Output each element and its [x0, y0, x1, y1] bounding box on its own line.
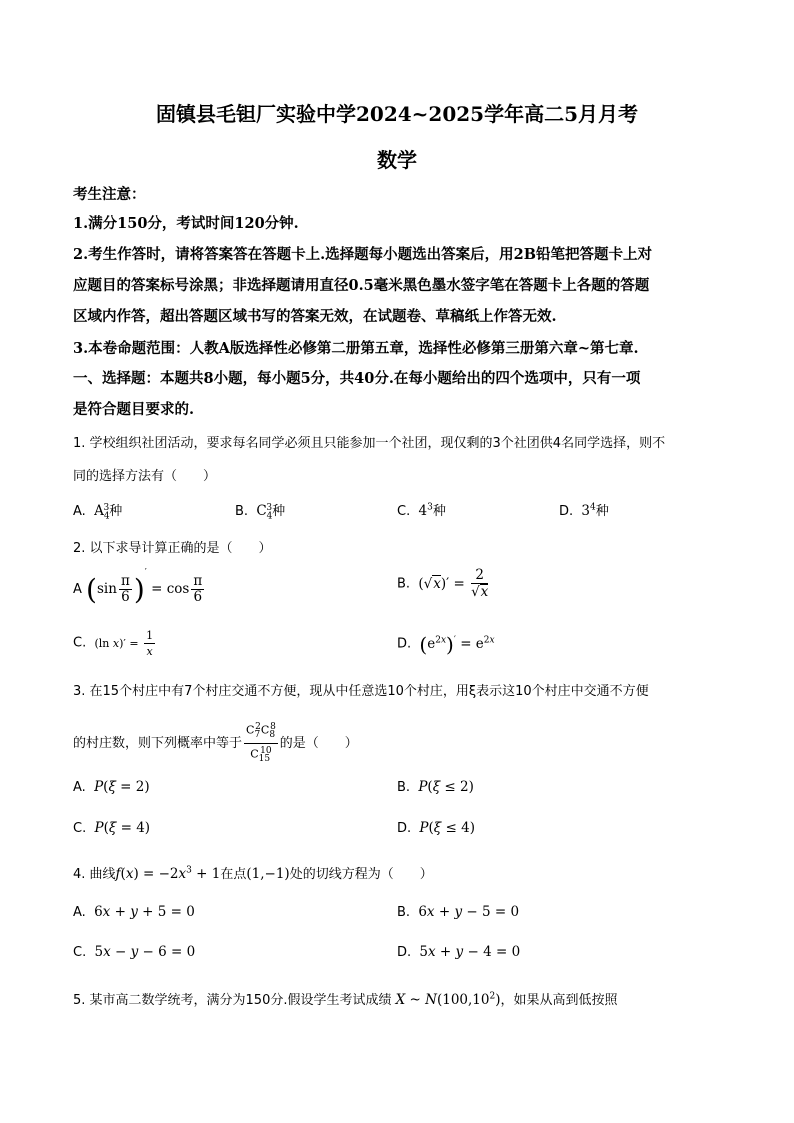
q2-option-d[interactable]: D. $(e^{2x})' = e^{2x}$ [397, 632, 495, 656]
section-1-heading-line-1: 一、选择题：本题共8小题，每小题5分，共40分.在每小题给出的四个选项中，只有一项 [73, 370, 641, 387]
question-5-stem: 5. 某市高二数学统考，满分为150分.假设学生考试成绩 X ~ N(100,10$^2$)，如果从高到低按照 [73, 991, 618, 1008]
notice-item-3: 3.本卷命题范围：人教A版选择性必修第二册第五章，选择性必修第三册第六章~第七章. [73, 340, 639, 357]
q1-option-c[interactable]: C. $4^3$种 [397, 502, 446, 519]
question-3-line-2: 的村庄数，则下列概率中等于 $\frac{C_7^2C_8^8}{C_{15}^{10}}$ 的是（ ） [73, 722, 358, 764]
question-1-line-2: 同的选择方法有（ ） [73, 469, 217, 484]
q4-option-a[interactable]: A. 6x + y + 5 = 0 [73, 904, 195, 920]
q2-option-b[interactable]: B. (√x)′ = $\frac{2}{√x}$ [397, 567, 489, 600]
question-2-stem: 2. 以下求导计算正确的是（ ） [73, 541, 272, 556]
q2-option-a[interactable]: A (sin $\frac{\pi}{6}$ )′ = cos $\frac{\pi}{6}$ [73, 568, 203, 606]
q1-option-b[interactable]: B. $C_4^3$种 [235, 502, 286, 522]
notice-heading: 考生注意： [73, 186, 146, 203]
q4-option-d[interactable]: D. 5x + y − 4 = 0 [397, 944, 521, 960]
question-4-stem: 4. 曲线$f(x) = -2x^3 + 1$在点(1,−1)处的切线方程为（ ） [73, 865, 433, 882]
q4-option-c[interactable]: C. 5x − y − 6 = 0 [73, 944, 196, 960]
notice-item-2-line-1: 2.考生作答时，请将答案答在答题卡上.选择题每小题选出答案后，用2B铅笔把答题卡上对 [73, 246, 653, 263]
question-1-line-1: 1. 学校组织社团活动，要求每名同学必须且只能参加一个社团，现仅剩的3个社团供4名同学选择，则不 [73, 436, 666, 451]
notice-item-1: 1.满分150分，考试时间120分钟. [73, 215, 299, 232]
notice-item-2-line-3: 区域内作答，超出答题区域书写的答案无效，在试题卷、草稿纸上作答无效. [73, 308, 557, 325]
q3-option-c[interactable]: C. P(ξ = 4) [73, 820, 151, 836]
q2-option-c[interactable]: C. (ln x)′ = $\frac{1}{x}$ [73, 629, 154, 658]
question-3-line-1: 3. 在15个村庄中有7个村庄交通不方便，现从中任意选10个村庄，用ξ表示这10个村庄中交通不方便 [73, 684, 649, 699]
q4-option-b[interactable]: B. 6x + y − 5 = 0 [397, 904, 520, 920]
q3-option-d[interactable]: D. P(ξ ≤ 4) [397, 820, 475, 836]
q3-option-a[interactable]: A. P(ξ = 2) [73, 779, 150, 795]
exam-title: 固镇县毛钽厂实验中学2024~2025学年高二5月月考 [155, 102, 638, 126]
q1-option-a[interactable]: A. $A_4^3$种 [73, 502, 123, 522]
notice-item-2-line-2: 应题目的答案标号涂黑；非选择题请用直径0.5毫米黑色墨水签字笔在答题卡上各题的答题 [73, 277, 650, 294]
q1-option-d[interactable]: D. $3^4$种 [559, 502, 609, 519]
exam-subject: 数学 [377, 148, 417, 172]
q3-option-b[interactable]: B. P(ξ ≤ 2) [397, 779, 474, 795]
section-1-heading-line-2: 是符合题目要求的. [73, 401, 195, 418]
